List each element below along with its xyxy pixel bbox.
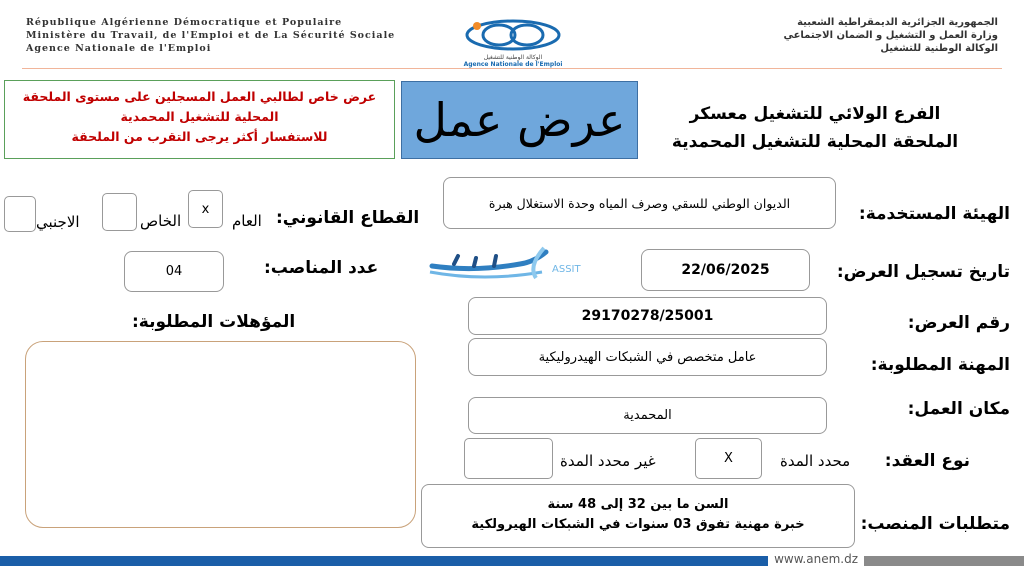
header-fr-agency: Agence Nationale de l'Emploi [26,43,212,54]
contract-unlimited-label: غير محدد المدة [560,452,656,470]
sector-public-checkbox[interactable]: x [188,190,223,228]
header-ar-agency: الوكالة الوطنية للتشغيل [880,43,998,54]
contract-label: نوع العقد: [884,451,970,471]
offer-title-box [401,81,638,159]
branch-line2: الملحقة المحلية للتشغيل المحمدية [671,132,959,152]
offer-title: عرض عمل [413,93,626,147]
workplace-label: مكان العمل: [907,399,1010,419]
profession-label: المهنة المطلوبة: [870,355,1010,375]
header-french [26,16,426,55]
header-divider [22,68,1002,69]
logo-caption-fr: Agence Nationale de l'Emploi [463,61,563,68]
offer-number-field: 29170278/25001 [468,297,827,335]
header-arabic [578,16,998,55]
special-notice-box [4,80,395,159]
contract-fixed-checkbox[interactable]: X [695,438,762,479]
footer-bar-blue [0,556,770,566]
employer-label: الهيئة المستخدمة: [858,204,1010,224]
sector-private-checkbox[interactable] [102,193,137,231]
sector-foreign-checkbox[interactable] [4,196,36,232]
positions-field: 04 [124,251,224,292]
sector-public-label: العام [232,212,262,230]
header-fr-ministry: Ministère du Travail, de l'Emploi et de La Sécurité Sociale [26,30,396,41]
requirements-age: السن ما بين 32 إلى 48 سنة [547,497,729,512]
requirements-label: متطلبات المنصب: [860,514,1010,534]
special-notice-line1: عرض خاص لطالبي العمل المسجلين على مستوى الملحقة [22,89,377,104]
anem-logo [448,18,578,68]
positions-label: عدد المناصب: [264,258,379,278]
header-ar-ministry: وزارة العمل و التشغيل و الضمان الاجتماعي [783,30,998,41]
requirements-experience: خبرة مهنية تفوق 03 سنوات في الشبكات الهيرولكية [471,517,805,532]
contract-fixed-label: محدد المدة [780,452,851,470]
branch-line1: الفرع الولائي للتشغيل معسكر [689,104,941,124]
assit-logo-icon [424,242,594,286]
branch-info [650,100,980,156]
sector-private-label: الخاص [140,212,182,230]
logo-caption-ar: الوكالة الوطنية للتشغيل [483,54,543,61]
sector-foreign-label: الاجنبي [36,213,80,231]
header-fr-republic: République Algérienne Démocratique et Populaire [26,17,343,28]
header-ar-republic: الجمهورية الجزائرية الديمقراطية الشعبية [797,17,998,28]
footer-url[interactable]: www.anem.dz [768,552,864,566]
employer-field: الديوان الوطني للسقي وصرف المياه وحدة الاستغلال هبرة [443,177,836,229]
legal-sector-label: القطاع القانوني: [276,208,420,228]
svg-text:ASSIT: ASSIT [552,264,581,275]
contract-unlimited-checkbox[interactable] [464,438,553,479]
requirements-box [421,484,855,548]
special-notice-line2: المحلية للتشغيل المحمدية [120,109,279,124]
workplace-field: المحمدية [468,397,827,434]
date-field: 22/06/2025 [641,249,810,291]
profession-field: عامل متخصص في الشبكات الهيدروليكية [468,338,827,376]
special-notice-line3: للاستفسار أكثر يرجى التقرب من الملحقة [71,129,328,144]
qualifications-label: المؤهلات المطلوبة: [132,312,296,332]
anem-logo-icon [463,18,563,52]
qualifications-box [25,341,416,528]
offer-number-label: رقم العرض: [907,313,1010,333]
date-label: تاريخ تسجيل العرض: [836,262,1010,282]
